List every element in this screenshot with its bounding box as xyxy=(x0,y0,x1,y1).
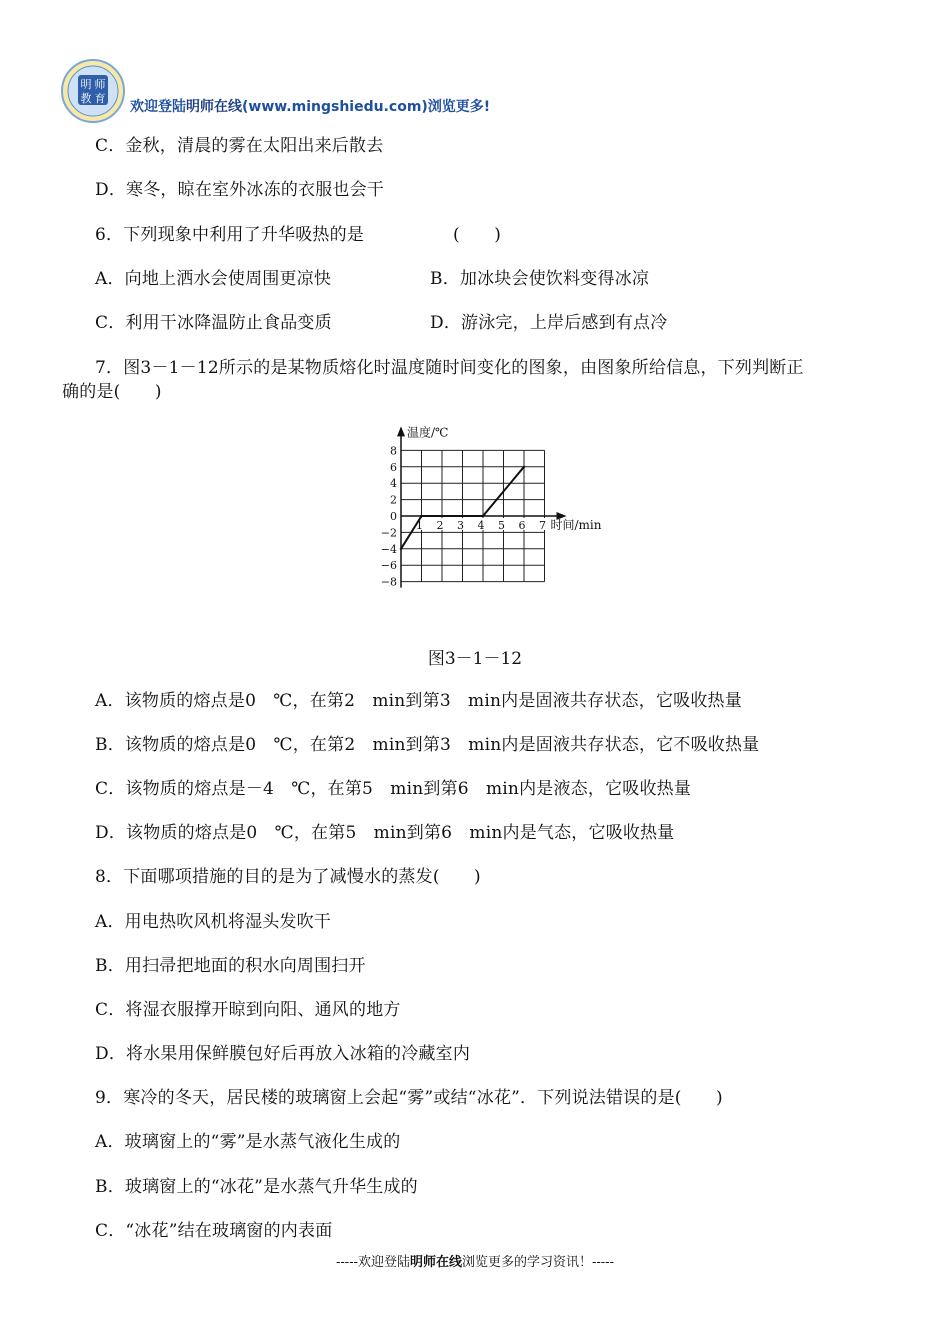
y-tick-label: 4 xyxy=(390,477,397,491)
y-tick-label: −6 xyxy=(380,559,397,573)
header-prefix: 欢迎登陆 xyxy=(130,99,186,115)
x-tick-label: 6 xyxy=(518,519,526,532)
y-tick-label: −2 xyxy=(380,526,397,540)
mingshi-logo xyxy=(60,58,126,124)
x-tick-label: 3 xyxy=(457,519,464,532)
data-point xyxy=(420,515,422,517)
x-tick-label: 1 xyxy=(416,519,423,532)
q6-option-d: D．游泳完，上岸后感到有点冷 xyxy=(430,313,668,333)
y-tick-label: 2 xyxy=(390,493,397,507)
y-axis-label: 温度/℃ xyxy=(407,425,449,440)
figure-caption: 图3－1－12 xyxy=(427,649,523,669)
q7-option-c: C．该物质的熔点是－4 ℃，在第5 min到第6 min内是液态，它吸收热量 xyxy=(95,779,692,799)
x-tick-label: 2 xyxy=(436,519,444,532)
q8-option-c: C．将湿衣服撑开晾到向阳、通风的地方 xyxy=(95,1000,401,1020)
logo-char-3: 教 xyxy=(80,92,92,105)
q9-option-a: A．玻璃窗上的“雾”是水蒸气液化生成的 xyxy=(95,1132,401,1152)
logo-char-1: 明 xyxy=(80,78,92,91)
q9-stem: 9．寒冷的冬天，居民楼的玻璃窗上会起“雾”或结“冰花”．下列说法错误的是( ) xyxy=(95,1088,723,1108)
q8-stem: 8．下面哪项措施的目的是为了减慢水的蒸发( ) xyxy=(95,867,481,887)
footer-suffix: 浏览更多的学习资讯！----- xyxy=(462,1255,614,1270)
q9-option-b: B．玻璃窗上的“冰花”是水蒸气升华生成的 xyxy=(95,1177,418,1197)
logo-char-4: 育 xyxy=(94,92,106,105)
y-tick-label: 8 xyxy=(390,444,397,458)
melting-curve-chart xyxy=(365,408,625,608)
data-point xyxy=(523,466,525,468)
q6-option-a: A．向地上洒水会使周围更凉快 xyxy=(95,269,332,289)
y-tick-label: 6 xyxy=(390,460,397,474)
q8-option-d: D．将水果用保鲜膜包好后再放入冰箱的冷藏室内 xyxy=(95,1044,471,1064)
x-axis-label: 时间/min xyxy=(550,518,602,532)
y-tick-label: −8 xyxy=(380,575,397,589)
q8-option-a: A．用电热吹风机将湿头发吹干 xyxy=(95,912,332,932)
q7-option-a: A．该物质的熔点是0 ℃，在第2 min到第3 min内是固液共存状态，它吸收热量 xyxy=(95,691,742,711)
q7-stem-line-2: 确的是( ) xyxy=(62,382,162,402)
q5-option-d: D．寒冬，晾在室外冰冻的衣服也会干 xyxy=(95,180,385,200)
q6-option-b: B．加冰块会使饮料变得冰凉 xyxy=(430,269,650,289)
q7-option-d: D．该物质的熔点是0 ℃，在第5 min到第6 min内是气态，它吸收热量 xyxy=(95,823,675,843)
q6-option-row-2 xyxy=(95,308,332,333)
x-tick-label: 5 xyxy=(498,519,505,532)
y-tick-label: 0 xyxy=(390,510,397,523)
q7-stem-line-1: 7．图3－1－12所示的是某物质熔化时温度随时间变化的图象，由图象所给信息，下列判断正 xyxy=(95,358,804,378)
header-site-name: 明师在线 xyxy=(186,99,242,115)
y-tick-label: −4 xyxy=(380,542,397,556)
x-tick-label: 7 xyxy=(539,519,546,532)
header-banner[interactable] xyxy=(130,96,490,116)
data-point xyxy=(400,548,402,550)
q9-option-c: C．“冰花”结在玻璃窗的内表面 xyxy=(95,1221,333,1241)
x-tick-label: 4 xyxy=(477,519,485,532)
q6-stem-text: 6．下列现象中利用了升华吸热的是 xyxy=(95,225,365,245)
q7-option-b: B．该物质的熔点是0 ℃，在第2 min到第3 min内是固液共存状态，它不吸收热量 xyxy=(95,735,760,755)
q6-stem xyxy=(95,220,502,245)
header-site-url[interactable]: (www.mingshiedu.com) xyxy=(242,99,428,115)
footer-site-name[interactable]: 明师在线 xyxy=(409,1255,462,1270)
q6-option-c: C．利用干冰降温防止食品变质 xyxy=(95,313,332,333)
q6-answer-bracket: ( ) xyxy=(453,225,502,245)
q6-option-row-1 xyxy=(95,264,331,289)
page-footer xyxy=(0,1251,950,1270)
logo-char-2: 师 xyxy=(94,78,106,91)
q5-option-c: C．金秋，清晨的雾在太阳出来后散去 xyxy=(95,136,384,156)
data-point xyxy=(482,515,484,517)
q8-option-b: B．用扫帚把地面的积水向周围扫开 xyxy=(95,956,366,976)
y-axis-arrow xyxy=(397,426,405,436)
footer-prefix: -----欢迎登陆 xyxy=(336,1255,410,1270)
header-suffix: 浏览更多! xyxy=(427,99,491,115)
